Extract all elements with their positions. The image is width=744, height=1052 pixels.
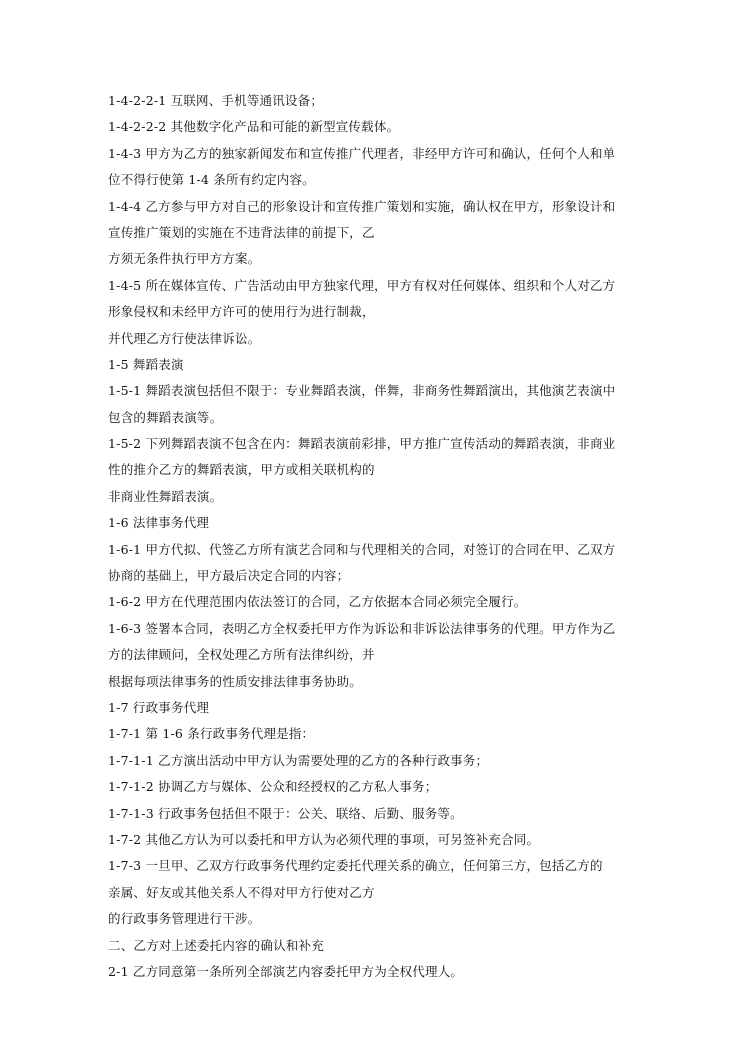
text-line-3: 1-4-3 甲方为乙方的独家新闻发布和宣传推广代理者，非经甲方许可和确认，任何个人和单 — [108, 145, 616, 161]
text-line-14: 1-5-2 下列舞蹈表演不包含在内：舞蹈表演前彩排，甲方推广宣传活动的舞蹈表演，非商业 — [108, 436, 616, 452]
text-line-2: 1-4-2-2-2 其他数字化产品和可能的新型宣传载体。 — [108, 119, 400, 135]
text-line-1: 1-4-2-2-1 互联网、手机等通讯设备； — [108, 93, 324, 108]
text-line-21: 1-6-3 签署本合同，表明乙方全权委托甲方作为诉讼和非诉讼法律事务的代理。甲方作为乙 — [108, 620, 616, 636]
text-line-10: 并代理乙方行使法律诉讼。 — [108, 330, 261, 346]
text-line-19: 协商的基础上，甲方最后决定合同的内容； — [108, 568, 350, 584]
text-line-8: 1-4-5 所在媒体宣传、广告活动由甲方独家代理，甲方有权对任何媒体、组织和个人对乙方 — [108, 277, 616, 293]
text-line-13: 包含的舞蹈表演等。 — [108, 409, 223, 425]
text-line-6: 宣传推广策划的实施在不违背法律的前提下，乙 — [108, 224, 375, 240]
document-body — [108, 88, 648, 985]
text-line-9: 形象侵权和未经甲方许可的使用行为进行制裁， — [108, 304, 375, 320]
text-line-32: 的行政事务管理进行干涉。 — [108, 911, 261, 927]
text-line-7: 方须无条件执行甲方方案。 — [108, 251, 261, 267]
text-line-12: 1-5-1 舞蹈表演包括但不限于：专业舞蹈表演，伴舞，非商务性舞蹈演出，其他演艺表演中 — [108, 383, 616, 399]
text-line-15: 性的推介乙方的舞蹈表演，甲方或相关联机构的 — [108, 462, 375, 478]
section-heading-confirmation: 二、乙方对上述委托内容的确认和补充 — [108, 937, 324, 953]
text-line-23: 根据每项法律事务的性质安排法律事务协助。 — [108, 673, 363, 689]
text-line-27: 1-7-1-2 协调乙方与媒体、公众和经授权的乙方私人事务； — [108, 779, 438, 795]
text-line-25: 1-7-1 第 1-6 条行政事务代理是指： — [108, 726, 315, 742]
text-line-5: 1-4-4 乙方参与甲方对自己的形象设计和宣传推广策划和实施，确认权在甲方，形象设计和 — [108, 198, 616, 214]
section-heading-admin: 1-7 行政事务代理 — [108, 699, 210, 715]
text-line-18: 1-6-1 甲方代拟、代签乙方所有演艺合同和与代理相关的合同，对签订的合同在甲、乙双方 — [108, 541, 616, 557]
text-line-26: 1-7-1-1 乙方演出活动中甲方认为需要处理的乙方的各种行政事务； — [108, 752, 489, 768]
text-line-28: 1-7-1-3 行政事务包括但不限于：公关、联络、后勤、服务等。 — [108, 805, 463, 821]
text-line-4: 位不得行使第 1-4 条所有约定内容。 — [108, 172, 315, 188]
section-heading-legal: 1-6 法律事务代理 — [108, 515, 210, 531]
section-heading-dance: 1-5 舞蹈表演 — [108, 356, 184, 372]
text-line-30: 1-7-3 一旦甲、乙双方行政事务代理约定委托代理关系的确立，任何第三方，包括乙方的 — [108, 858, 603, 874]
text-line-20: 1-6-2 甲方在代理范围内依法签订的合同，乙方依据本合同必须完全履行。 — [108, 594, 527, 610]
text-line-31: 亲属、好友或其他关系人不得对甲方行使对乙方 — [108, 884, 375, 900]
text-line-34: 2-1 乙方同意第一条所列全部演艺内容委托甲方为全权代理人。 — [108, 963, 464, 979]
text-line-16: 非商业性舞蹈表演。 — [108, 488, 223, 504]
text-line-22: 方的法律顾问，全权处理乙方所有法律纠纷，并 — [108, 647, 375, 663]
text-line-29: 1-7-2 其他乙方认为可以委托和甲方认为必须代理的事项，可另签补充合同。 — [108, 831, 540, 847]
